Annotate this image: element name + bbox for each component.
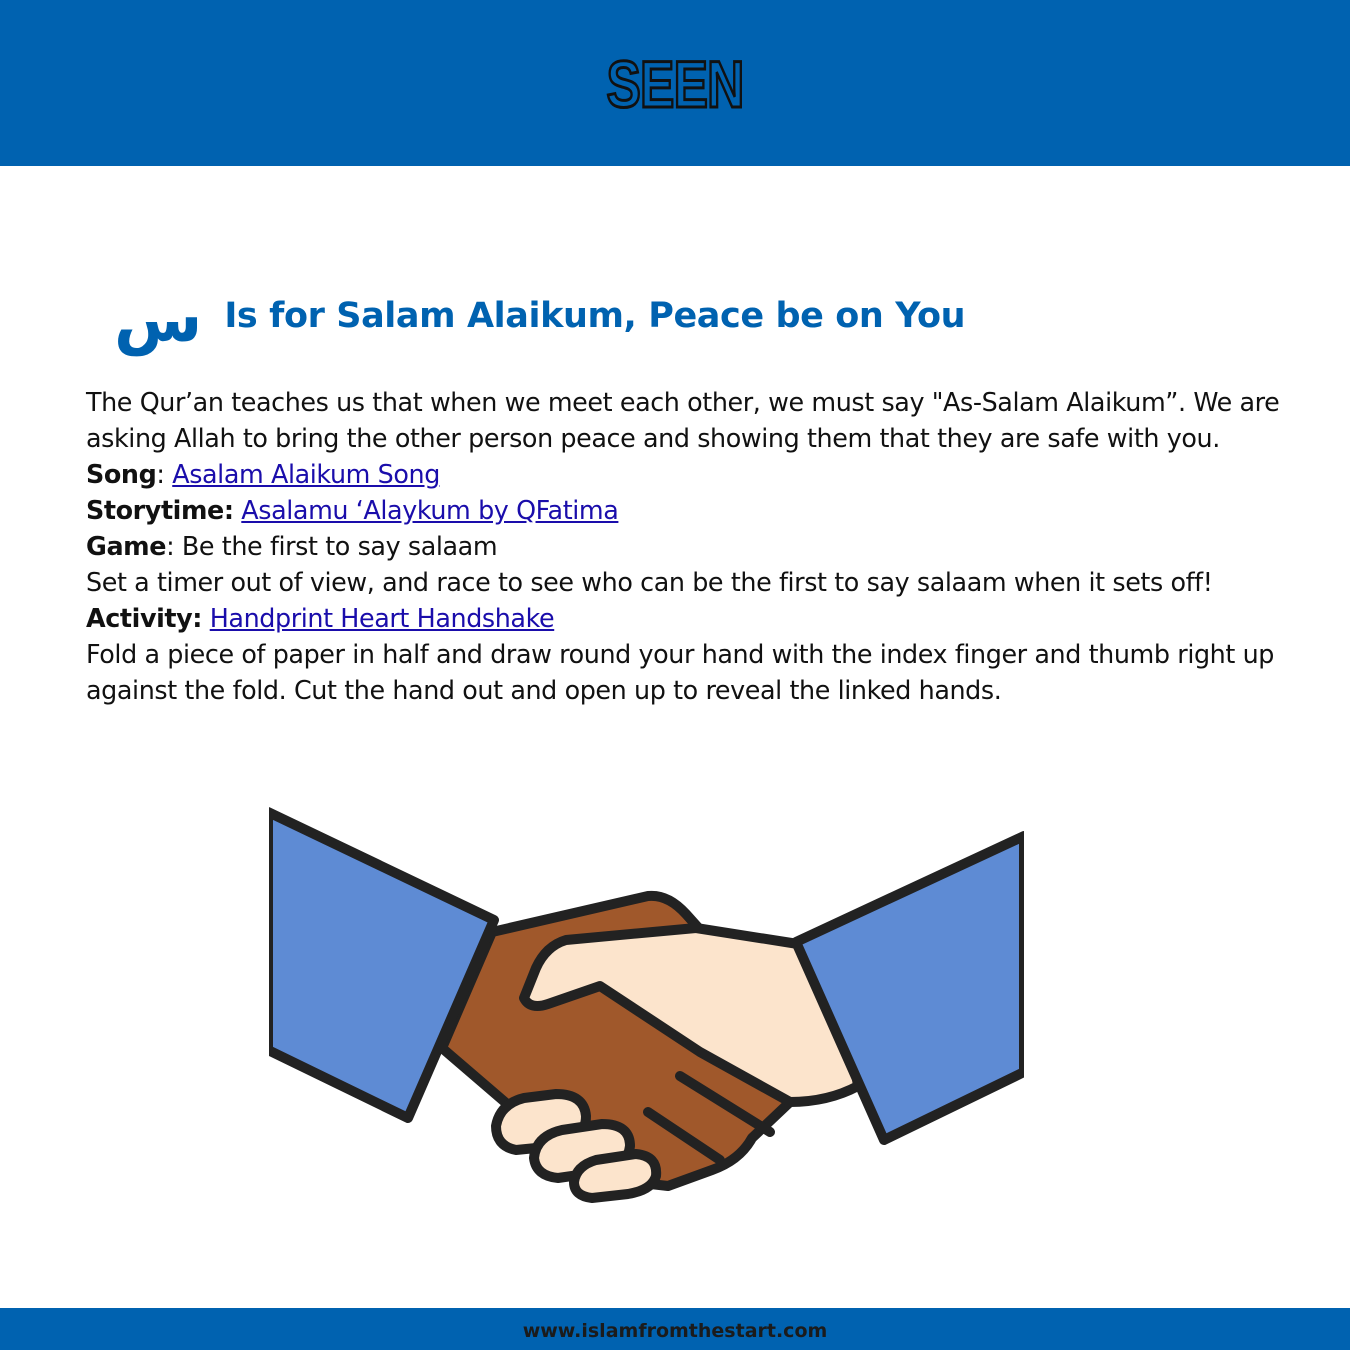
song-link[interactable]: Asalam Alaikum Song [172, 459, 440, 489]
left-sleeve [268, 812, 494, 1118]
storytime-label: Storytime: [86, 495, 234, 525]
storytime-link[interactable]: Asalamu ‘Alaykum by QFatima [241, 495, 619, 525]
activity-description: Fold a piece of paper in half and draw round your hand with the index finger and thumb right up against the fold. Cut the hand out and open up to reveal the linked hands. [86, 639, 1275, 705]
activity-label: Activity: [86, 603, 203, 633]
intro-paragraph: The Qur’an teaches us that when we meet each other, we must say "As-Salam Alaikum”. We are asking Allah to bring the other person peace and showing them that they are safe with you. [86, 387, 1280, 453]
arabic-letter: س [114, 283, 203, 357]
footer-banner [0, 1308, 1350, 1350]
footer-url: www.islamfromthestart.com [522, 1320, 828, 1342]
game-label: Game [86, 531, 167, 561]
section-heading [114, 276, 965, 356]
handshake-icon [268, 800, 1024, 1220]
storytime-line [86, 492, 1286, 528]
activity-line [86, 600, 1286, 636]
song-label: Song [86, 459, 157, 489]
game-line [86, 528, 1286, 564]
song-line [86, 456, 1286, 492]
heading-text: Is for Salam Alaikum, Peace be on You [224, 296, 966, 336]
header-banner [0, 0, 1350, 166]
game-description: Set a timer out of view, and race to see who can be the first to say salaam when it sets off! [86, 567, 1213, 597]
page-title: SEEN [606, 47, 744, 121]
activity-link[interactable]: Handprint Heart Handshake [209, 603, 555, 633]
content-body [86, 384, 1286, 708]
song-separator: : [156, 459, 173, 489]
light-finger-3 [574, 1154, 656, 1198]
game-text: : Be the first to say salaam [166, 531, 498, 561]
